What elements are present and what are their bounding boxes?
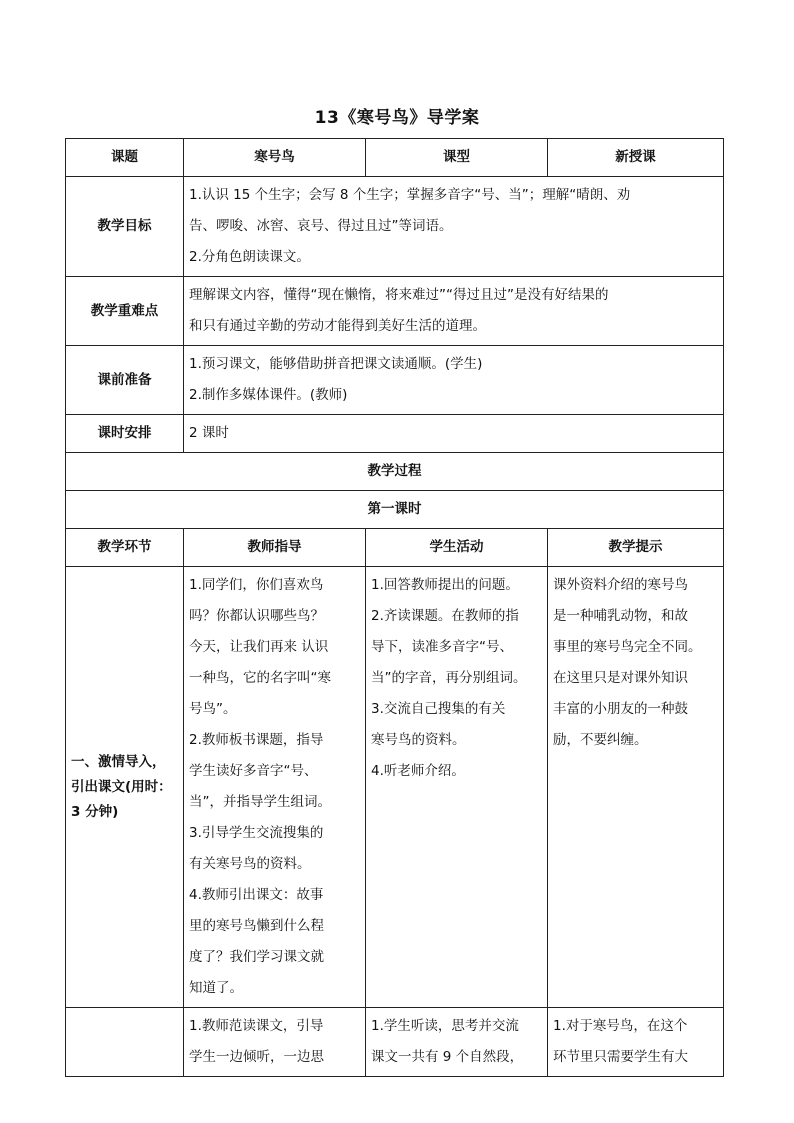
goals-row	[66, 177, 724, 277]
prep-line: 2.制作多媒体课件。(教师)	[189, 387, 348, 403]
stage1-student	[366, 567, 548, 1008]
goals-line: 1.认识 15 个生字；会写 8 个生字；掌握多音字“号、当”；理解“晴朗、劝	[189, 187, 631, 203]
stage1-name	[66, 567, 184, 1008]
goals-line: 2.分角色朗读课文。	[189, 249, 310, 265]
prep-line: 1.预习课文，能够借助拼音把课文读通顺。(学生)	[189, 356, 483, 372]
tips-line: 在这里只是对课外知识	[553, 670, 688, 686]
tips-line: 丰富的小朋友的一种鼓	[553, 701, 688, 717]
teacher-line: 3.引导学生交流搜集的	[189, 825, 324, 841]
col-teacher: 教师指导	[184, 529, 366, 567]
section-first-period: 第一课时	[66, 491, 724, 529]
stage1-name-line: 一、激情导入，	[71, 753, 166, 770]
stage1-name-line: 引出课文(用时：	[71, 778, 172, 795]
tips-line: 环节里只需要学生有大	[553, 1049, 688, 1065]
goals-content	[184, 177, 724, 277]
col-stage: 教学环节	[66, 529, 184, 567]
difficulty-label: 教学重难点	[66, 277, 184, 346]
student-line: 3.交流自己搜集的有关	[371, 701, 506, 717]
student-line: 课文一共有 9 个自然段，	[371, 1049, 524, 1065]
header-row	[66, 139, 724, 177]
goals-label: 教学目标	[66, 177, 184, 277]
tips-line: 励，不要纠缠。	[553, 732, 648, 748]
teacher-line: 度了？我们学习课文就	[189, 949, 324, 965]
label-topic: 课题	[66, 139, 184, 177]
stage2-name	[66, 1008, 184, 1077]
stage1-name-line: 3 分钟)	[71, 803, 119, 820]
teacher-line: 里的寒号鸟懒到什么程	[189, 918, 324, 934]
document-title: 13《寒号鸟》导学案	[314, 108, 480, 128]
stage1-row	[66, 567, 724, 1008]
student-line: 寒号鸟的资料。	[371, 732, 466, 748]
stage1-tips	[548, 567, 724, 1008]
student-line: 1.学生听读，思考并交流	[371, 1018, 519, 1034]
teacher-line: 知道了。	[189, 980, 243, 996]
hours-row	[66, 415, 724, 453]
teacher-line: 吗？你都认识哪些鸟？	[189, 608, 324, 624]
type-value: 新授课	[548, 139, 724, 177]
stage2-teacher	[184, 1008, 366, 1077]
tips-line: 是一种哺乳动物，和故	[553, 608, 688, 624]
tips-line: 1.对于寒号鸟，在这个	[553, 1018, 688, 1034]
lesson-plan-table	[65, 138, 724, 1077]
teacher-line: 4.教师引出课文：故事	[189, 887, 324, 903]
teacher-line: 学生一边倾听，一边思	[189, 1049, 324, 1065]
teacher-line: 有关寒号鸟的资料。	[189, 856, 311, 872]
student-line: 导下，读准多音字“号、	[371, 639, 513, 655]
teacher-line: 1.同学们，你们喜欢鸟	[189, 577, 324, 593]
hours-value: 2 课时	[184, 415, 724, 453]
tips-line: 事里的寒号鸟完全不同。	[553, 639, 702, 655]
difficulty-content	[184, 277, 724, 346]
column-header-row	[66, 529, 724, 567]
stage2-tips	[548, 1008, 724, 1077]
label-type: 课型	[366, 139, 548, 177]
difficulty-row	[66, 277, 724, 346]
stage1-teacher	[184, 567, 366, 1008]
teacher-line: 1.教师范读课文，引导	[189, 1018, 324, 1034]
col-tips: 教学提示	[548, 529, 724, 567]
teacher-line: 学生读好多音字“号、	[189, 763, 318, 779]
teacher-line: 今天，让我们再来 认识	[189, 639, 329, 655]
student-line: 2.齐读课题。在教师的指	[371, 608, 519, 624]
difficulty-line: 和只有通过辛勤的劳动才能得到美好生活的道理。	[189, 318, 486, 334]
prep-content	[184, 346, 724, 415]
teacher-line: 当”，并指导学生组词。	[189, 794, 331, 810]
difficulty-line: 理解课文内容，懂得“现在懒惰，将来难过”“得过且过”是没有好结果的	[189, 287, 609, 303]
process-row	[66, 453, 724, 491]
hours-label: 课时安排	[66, 415, 184, 453]
teacher-line: 一种鸟，它的名字叫“寒	[189, 670, 331, 686]
teacher-line: 号鸟”。	[189, 701, 237, 717]
first-period-row	[66, 491, 724, 529]
teacher-line: 2.教师板书课题，指导	[189, 732, 324, 748]
student-line: 当”的字音，再分别组词。	[371, 670, 527, 686]
student-line: 4.听老师介绍。	[371, 763, 465, 779]
tips-line: 课外资料介绍的寒号鸟	[553, 577, 688, 593]
student-line: 1.回答教师提出的问题。	[371, 577, 519, 593]
col-student: 学生活动	[366, 529, 548, 567]
section-process: 教学过程	[66, 453, 724, 491]
stage2-row	[66, 1008, 724, 1077]
goals-line: 告、啰唆、冰窖、哀号、得过且过”等词语。	[189, 218, 453, 234]
prep-row	[66, 346, 724, 415]
prep-label: 课前准备	[66, 346, 184, 415]
stage2-student	[366, 1008, 548, 1077]
topic-value: 寒号鸟	[184, 139, 366, 177]
